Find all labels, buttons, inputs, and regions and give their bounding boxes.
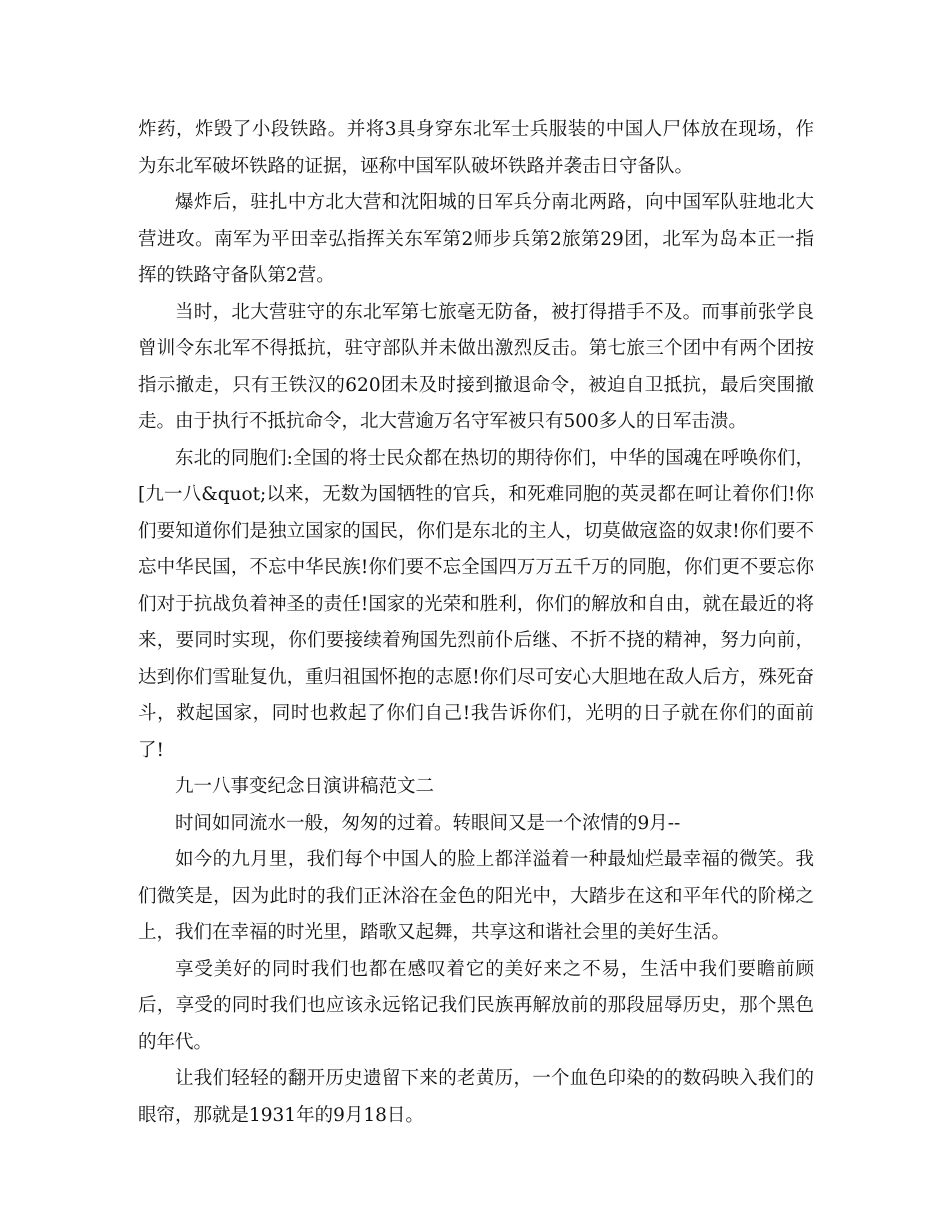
paragraph-september-smiles: 如今的九月里，我们每个中国人的脸上都洋溢着一种最灿烂最幸福的微笑。我们微笑是，因为此时的我们正沐浴在金色的阳光中，大踏步在这和平年代的阶梯之上，我们在幸福的时光里，踏歌又起舞，共享这和谐社会里的美好生活。 [138, 849, 814, 943]
paragraph-beidaying-defense: 当时，北大营驻守的东北军第七旅毫无防备，被打得措手不及。而事前张学良曾训令东北军不得抵抗，驻守部队并未做出激烈反击。第七旅三个团中有两个团按指示撤走，只有王铁汉的620团未及时接到撤退命令，被迫自卫抵抗，最后突围撤走。由于执行不抵抗命令，北大营逾万名守军被只有500多人的日军击溃。 [138, 301, 814, 432]
paragraph-remember-history: 享受美好的同时我们也都在感叹着它的美好来之不易，生活中我们要瞻前顾后，享受的同时我们也应该永远铭记我们民族再解放前的那段屈辱历史，那个黑色的年代。 [138, 958, 814, 1053]
paragraph-time-flows: 时间如同流水一般，匆匆的过着。转眼间又是一个浓情的9月-- [175, 812, 681, 834]
document-body [138, 112, 814, 1134]
paragraph-after-explosion: 爆炸后，驻扎中方北大营和沈阳城的日军兵分南北两路，向中国军队驻地北大营进攻。南军为平田幸弘指挥关东军第2师步兵第2旅第29团，北军为岛本正一指挥的铁路守备队第2营。 [138, 192, 814, 286]
section-heading: 九一八事变纪念日演讲稿范文二 [175, 776, 435, 797]
paragraph-appeal-to-compatriots: 东北的同胞们:全国的将士民众都在热切的期待你们，中华的国魂在呼唤你们，[九一八&quot;以来，无数为国牺牲的官兵，和死难同胞的英灵都在呵让着你们!你们要知道你们是独立国家的国民，你们是东北的主人，切莫做寇盗的奴隶!你们要不忘中华民国，不忘中华民族!你们要不忘全国四万万五千万的同胞，你们更不要忘你们对于抗战负着神圣的责任!国家的光荣和胜利，你们的解放和自由，就在最近的将来，要同时实现，你们要接续着殉国先烈前仆后继、不折不挠的精神，努力向前，达到你们雪耻复仇，重归祖国怀抱的志愿!你们尽可安心大胆地在敌人后方，殊死奋斗，救起国家，同时也救起了你们自己!我告诉你们，光明的日子就在你们的面前了! [138, 447, 814, 761]
paragraph-old-almanac: 让我们轻轻的翻开历史遗留下来的老黄历，一个血色印染的的数码映入我们的眼帘，那就是1931年的9月18日。 [138, 1068, 814, 1126]
paragraph-railway-explosion: 炸药，炸毁了小段铁路。并将3具身穿东北军士兵服装的中国人尸体放在现场，作为东北军破坏铁路的证据，诬称中国军队破坏铁路并袭击日守备队。 [138, 119, 814, 177]
